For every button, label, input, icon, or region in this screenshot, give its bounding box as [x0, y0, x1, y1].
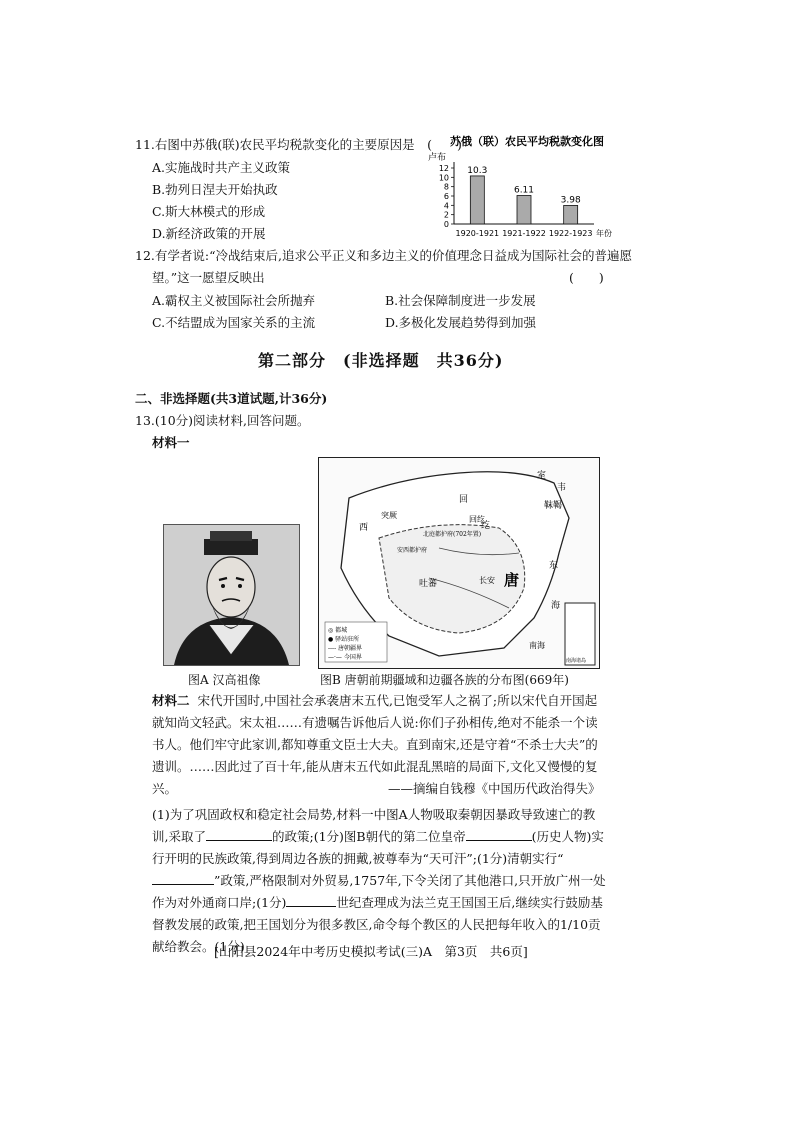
chart-y-tick-label: 10 [438, 173, 449, 183]
map-label-nanhai2: 南海诸岛 [566, 658, 587, 664]
q12-stem-line1: 12.有学者说:“冷战结束后,追求公平正义和多边主义的价值理念日益成为国际社会的普遍愿 [135, 248, 632, 263]
chart-bar [517, 195, 531, 224]
blank-4[interactable] [286, 892, 336, 907]
q13-1-part5: 世纪查理成为法兰克王国国王后,继续实行鼓励基督教发展的政策,把王国划分为很多教区,命令每个教区的人民把每年收入的1/10贡献给教会。(1分) [152, 895, 603, 954]
map-legend-3: ---- 唐朝疆界 [328, 645, 363, 652]
chart-y-tick-label: 4 [443, 201, 449, 211]
blank-1[interactable] [206, 826, 272, 841]
fig-b-caption: 图B 唐朝前期疆域和边疆各族的分布图(669年) [320, 673, 569, 687]
map-label-mohe: 靺鞨 [544, 501, 563, 511]
map-label-hai: 海 [551, 601, 561, 611]
map-label-xi: 西 [359, 523, 369, 533]
chart-data-label: 6.11 [513, 185, 535, 196]
chart-x-tick-label: 1922-1923 [548, 229, 593, 238]
material2-label: 材料二 [152, 693, 190, 708]
tax-chart [420, 132, 610, 244]
chart-y-tick-label: 2 [443, 210, 449, 220]
q12-option-a[interactable]: A.霸权主义被国际社会所抛弃 [152, 293, 316, 308]
fig-a-caption: 图A 汉高祖像 [188, 673, 261, 687]
q12-option-b[interactable]: B.社会保障制度进一步发展 [385, 293, 536, 308]
chart-y-tick-label: 12 [438, 164, 449, 173]
chart-bar [470, 176, 484, 224]
chart-y-tick-label: 6 [443, 192, 449, 201]
blank-2[interactable] [466, 826, 532, 841]
q13-1-part4: ”政策,严格限制对外贸易,1757年,下令关闭了其他港口,只开放广州一处作为对外通商口岸;(1分) [152, 873, 606, 910]
q11-option-b[interactable]: B.勃列日涅夫开始执政 [152, 182, 278, 197]
chart-y-tick-label: 0 [443, 220, 449, 229]
q13-1-part2: 的政策;(1分)图B朝代的第二位皇帝 [271, 829, 466, 844]
chart-x-tick-label: 1921-1922 [502, 229, 546, 238]
chart-data-label: 3.98 [560, 195, 581, 206]
page-footer: [山阳县2024年中考历史模拟考试(三)A 第3页 共6页] [214, 944, 528, 959]
map-legend-1: ◎ 都城 [328, 627, 348, 634]
q11-option-c[interactable]: C.斯大林模式的形成 [152, 204, 266, 219]
map-label-ge: 纥 [481, 521, 491, 531]
map-legend-4: —·— 今国界 [328, 654, 362, 661]
material2-text: 宋代开国时,中国社会承袭唐末五代,已饱受军人之祸了;所以宋代自开国起就知尚文轻武。宋太祖……有遗嘱告诉他后人说:你们子孙相传,绝对不能杀一个读书人。他们牢守此家训,都知尊重文臣士大夫。直到南宋,还是守着“不杀士大夫”的遗训。……因此过了百十年,能从唐末五代如此混乱黑暗的局面下,文化又慢慢的复兴。 [152, 693, 598, 796]
map-label-tujue: 突厥 [381, 511, 397, 520]
chart-ylabel: 卢布 [428, 153, 447, 163]
material2-source: ——摘编自钱穆《中国历代政治得失》 [388, 781, 601, 796]
q11-option-a[interactable]: A.实施战时共产主义政策 [152, 160, 291, 175]
map-label-shiwei: 室 [537, 471, 547, 481]
section-heading: 二、非选择题(共3道试题,计36分) [135, 391, 328, 406]
map-legend-2: ● 驿站驻所 [328, 636, 360, 643]
q11-stem: 11.右图中苏俄(联)农民平均税款变化的主要原因是 ( ) [135, 137, 462, 152]
q11-option-d[interactable]: D.新经济政策的开展 [152, 226, 266, 241]
chart-bar [564, 205, 578, 224]
chart-xlabel: 年份 [596, 229, 612, 238]
map-label-beiting: 北庭都护府(702年置) [423, 531, 482, 538]
chart-title: 苏俄（联）农民平均税款变化图 [450, 135, 604, 148]
map-label-nanhai: 南海 [529, 641, 545, 650]
q12-paren: ( ) [569, 270, 604, 285]
material1-label: 材料一 [152, 435, 190, 450]
map-label-tang: 唐 [504, 571, 520, 589]
map-label-huihu: 回纥 [469, 515, 485, 524]
chart-y-tick-label: 8 [443, 182, 449, 192]
map-label-hui: 回 [459, 495, 469, 505]
q12-option-d[interactable]: D.多极化发展趋势得到加强 [385, 315, 537, 330]
chart-x-tick-label: 1920-1921 [455, 229, 500, 238]
q12-stem-line2: 望。”这一愿望反映出 [152, 270, 265, 285]
tang-map [318, 457, 600, 669]
chart-data-label: 10.3 [467, 165, 488, 176]
han-gaozu-portrait [163, 524, 300, 666]
q13-stem: 13.(10分)阅读材料,回答问题。 [135, 413, 310, 428]
map-label-dong: 东 [549, 561, 559, 571]
part2-title: 第二部分 (非选择题 共36分) [258, 351, 504, 370]
q13-1-block [152, 804, 608, 958]
map-label-changan: 长安 [479, 576, 495, 585]
map-label-tubo: 吐蕃 [419, 579, 438, 589]
map-label-anxi: 安西都护府 [397, 547, 428, 554]
q13-1-part3: (历史人物)实行开明的民族政策,得到周边各族的拥戴,被尊奉为“天可汗”;(1分)清朝实行“ [152, 829, 604, 866]
portrait-drawing [164, 525, 299, 665]
q12-option-c[interactable]: C.不结盟成为国家关系的主流 [152, 315, 316, 330]
map-label-wei: 韦 [557, 483, 567, 493]
blank-3[interactable] [152, 870, 214, 885]
map-drawing [319, 458, 599, 668]
q13-1-part1: (1)为了巩固政权和稳定社会局势,材料一中图A人物吸取秦朝因暴政导致速亡的教训,采取了 [152, 807, 596, 844]
